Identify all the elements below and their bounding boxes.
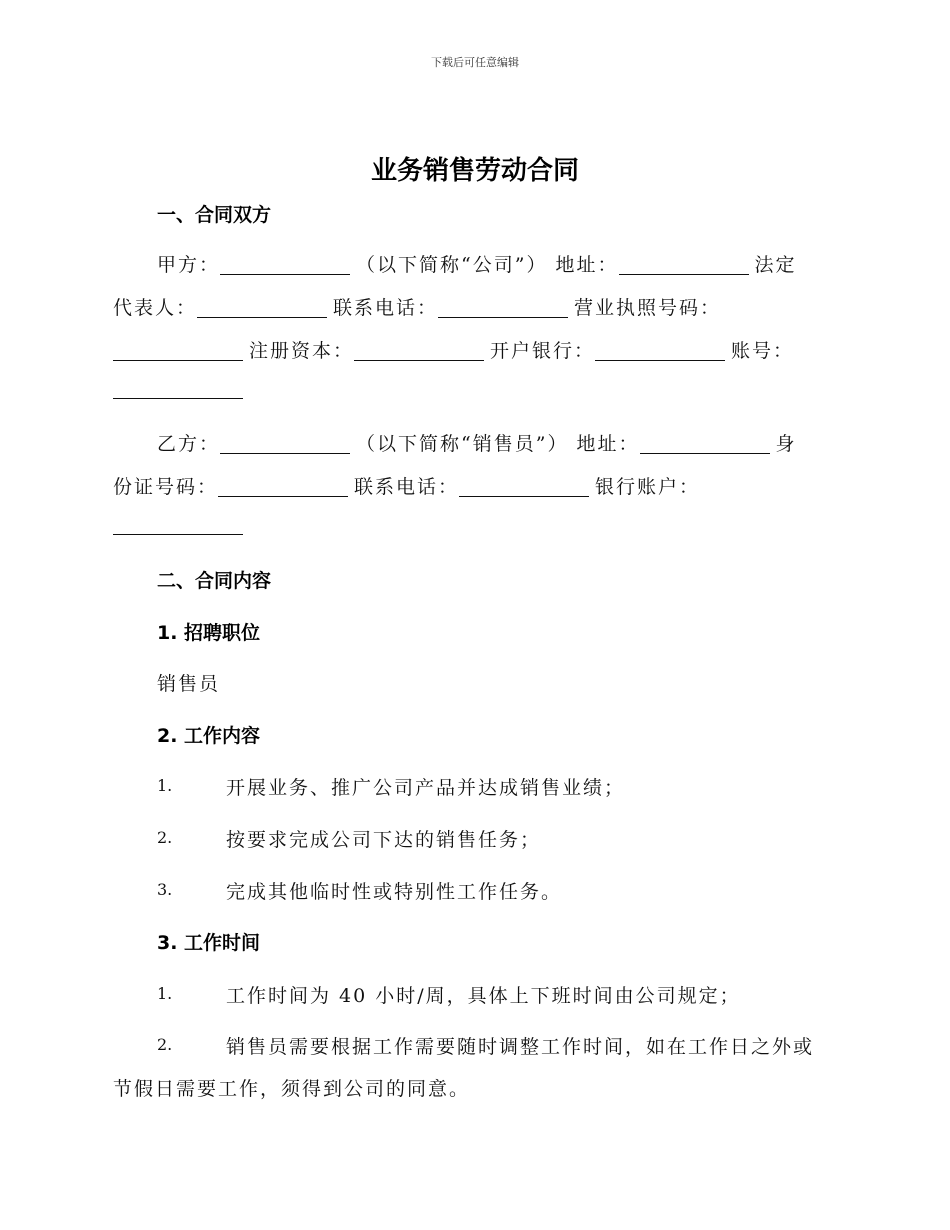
duty-2-number: 2. <box>157 828 173 847</box>
party-b-line-3 <box>113 514 249 536</box>
party-a-name-blank <box>220 255 350 275</box>
duty-2-text: 按要求完成公司下达的销售任务； <box>226 829 542 851</box>
party-a-bank-label: 开户银行： <box>490 340 596 362</box>
party-b-line-2 <box>113 472 700 499</box>
duty-1-number: 1. <box>157 776 173 795</box>
party-b-note: （以下简称“销售员”） <box>356 433 569 455</box>
duty-1-text: 开展业务、推广公司产品并达成销售业绩； <box>226 777 626 799</box>
party-b-phone-label: 联系电话： <box>354 476 460 498</box>
party-a-bank-blank <box>595 341 725 361</box>
party-a-line1-tail: 法定 <box>754 254 797 276</box>
section-heading-parties: 一、合同双方 <box>157 204 272 226</box>
hours-2-text: 销售员需要根据工作需要随时调整工作时间，如在工作日之外或 <box>226 1036 815 1058</box>
duty-3-number: 3. <box>157 880 173 899</box>
duty-3-text: 完成其他临时性或特别性工作任务。 <box>226 881 563 903</box>
party-a-line-4 <box>113 378 249 400</box>
party-b-line-1 <box>157 429 797 456</box>
party-b-line1-tail: 身 <box>775 433 797 455</box>
party-a-capital-label: 注册资本： <box>249 340 355 362</box>
subheading-position: 1. 招聘职位 <box>157 622 261 644</box>
party-a-address-label: 地址： <box>555 254 619 276</box>
party-b-bank-blank <box>113 515 243 535</box>
party-a-phone-label: 联系电话： <box>333 297 439 319</box>
party-b-address-blank <box>640 434 770 454</box>
hours-1-number: 1. <box>157 984 173 1003</box>
position-value: 销售员 <box>157 673 221 695</box>
party-b-address-label: 地址： <box>576 433 640 455</box>
hours-1-text: 工作时间为 40 小时/周，具体上下班时间由公司规定； <box>226 985 741 1007</box>
party-a-line-3 <box>113 336 794 363</box>
section-heading-content: 二、合同内容 <box>157 570 272 592</box>
party-b-id-blank <box>218 477 348 497</box>
party-a-address-blank <box>619 255 749 275</box>
header-note: 下载后可任意编辑 <box>431 56 519 69</box>
party-a-line-2 <box>113 293 721 320</box>
hours-2-continuation: 节假日需要工作，须得到公司的同意。 <box>113 1078 471 1100</box>
party-b-bank-label: 银行账户： <box>595 476 701 498</box>
party-a-account-blank <box>113 379 243 399</box>
party-a-label: 甲方： <box>157 254 221 276</box>
party-a-phone-blank <box>438 298 568 318</box>
party-a-license-blank <box>113 341 243 361</box>
document-title: 业务销售劳动合同 <box>370 156 579 186</box>
party-a-note: （以下简称“公司”） <box>356 254 548 276</box>
subheading-hours: 3. 工作时间 <box>157 932 261 954</box>
subheading-duties: 2. 工作内容 <box>157 725 261 747</box>
party-a-capital-blank <box>354 341 484 361</box>
party-b-name-blank <box>220 434 350 454</box>
party-a-account-label: 账号： <box>731 340 795 362</box>
party-a-rep-blank <box>197 298 327 318</box>
hours-2-number: 2. <box>157 1035 173 1054</box>
party-a-line-1 <box>157 250 797 277</box>
party-b-label: 乙方： <box>157 433 221 455</box>
party-b-id-label: 份证号码： <box>113 476 219 498</box>
party-b-phone-blank <box>459 477 589 497</box>
party-a-rep-label: 代表人： <box>113 297 198 319</box>
party-a-license-label: 营业执照号码： <box>574 297 722 319</box>
